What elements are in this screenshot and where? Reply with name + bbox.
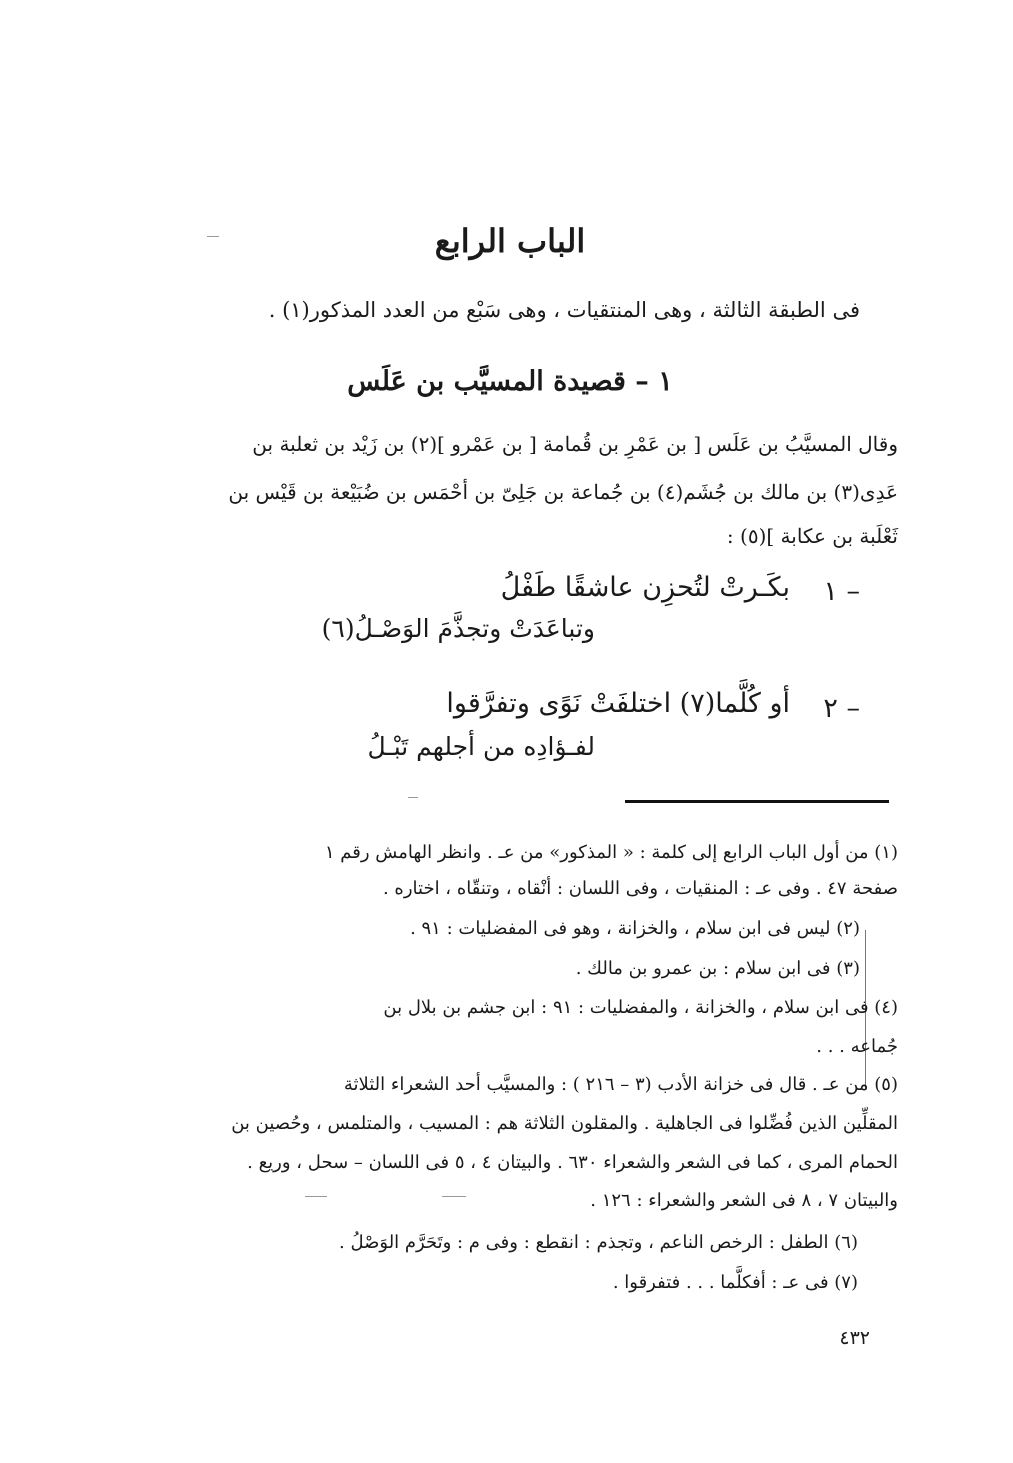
chapter-subtitle: فى الطبقة الثالثة ، وهى المنتقيات ، وهى سَبْع من العدد المذكور(١) . [268, 298, 860, 322]
verse-second-half: وتباعَدَتْ وتجذَّمَ الوَصْـلُ(٦) [321, 614, 595, 643]
footnote-line: الحمام المرى ، كما فى الشعر والشعراء ٦٣٠ . والبيتان ٤ ، ٥ فى اللسان – سحل ، وريع . [247, 1152, 898, 1173]
scan-mark [207, 236, 219, 237]
verse-number: ١ – [823, 576, 860, 607]
footnote-line: (٥) من عـ . قال فى خزانة الأدب (٣ – ٢١٦ ) : والمسيَّب أحد الشعراء الثلاثة [343, 1074, 898, 1095]
section-title: ١ – قصيدة المسيَّب بن عَلَس [347, 366, 673, 397]
chapter-title: الباب الرابع [434, 222, 586, 260]
verse-second-half: لفـؤادِه من أجلهم تَبْـلُ [367, 732, 595, 761]
intro-line: عَدِى(٣) بن مالك بن جُشَم(٤) بن جُماعة بن جَلِىّ بن أحْمَس بن ضُبَيْعة بن قَيْس بن [228, 480, 898, 504]
footnote-line: صفحة ٤٧ . وفى عـ : المنقيات ، وفى اللسان : أنْقاه ، وتنقّاه ، اختاره . [382, 878, 898, 899]
footnote-line: (٧) فى عـ : أفكلَّما . . . فتفرقوا . [612, 1272, 858, 1293]
footnote-line: المقلِّين الذين فُضِّلوا فى الجاهلية . والمقلون الثلاثة هم : المسيب ، والمتلمس ، وحُصين بن [231, 1113, 898, 1134]
footnote-line: (٤) فى ابن سلام ، والخزانة ، والمفضليات : ٩١ : ابن جشم بن بلال بن [383, 997, 898, 1018]
verse-number: ٢ – [823, 693, 860, 724]
verse-first-half: بكَـرتْ لتُحزِن عاشقًا طَفْلُ [500, 572, 790, 603]
page-number: ٤٣٢ [839, 1327, 870, 1349]
scan-mark [408, 797, 418, 798]
verse-first-half: أو كُلَّما(٧) اختلفَتْ نَوًى وتفرَّقوا [446, 688, 790, 719]
footnote-line: (١) من أول الباب الرابع إلى كلمة : « المذكور» من عـ . وانظر الهامش رقم ١ [324, 842, 898, 863]
footnote-line: جُماعه . . . [816, 1036, 898, 1057]
footnote-line: والبيتان ٧ ، ٨ فى الشعر والشعراء : ١٢٦ . [590, 1190, 898, 1211]
footnote-line: (٣) فى ابن سلام : بن عمرو بن مالك . [575, 958, 860, 979]
intro-line: وقال المسيَّبُ بن عَلَس [ بن عَمْرِ بن قُمامة [ بن عَمْرو ](٢) بن زَيْد بن ثعلبة بن [252, 432, 898, 456]
footnote-line: (٢) ليس فى ابن سلام ، والخزانة ، وهو فى المفضليات : ٩١ . [410, 918, 860, 939]
intro-line: ثَعْلَبة بن عكابة ](٥) : [726, 524, 898, 548]
footnote-separator [625, 800, 889, 803]
footnote-line: (٦) الطفل : الرخص الناعم ، وتجذم : انقطع : وفى م : وتَحَرَّم الوَصْلُ . [339, 1232, 858, 1253]
